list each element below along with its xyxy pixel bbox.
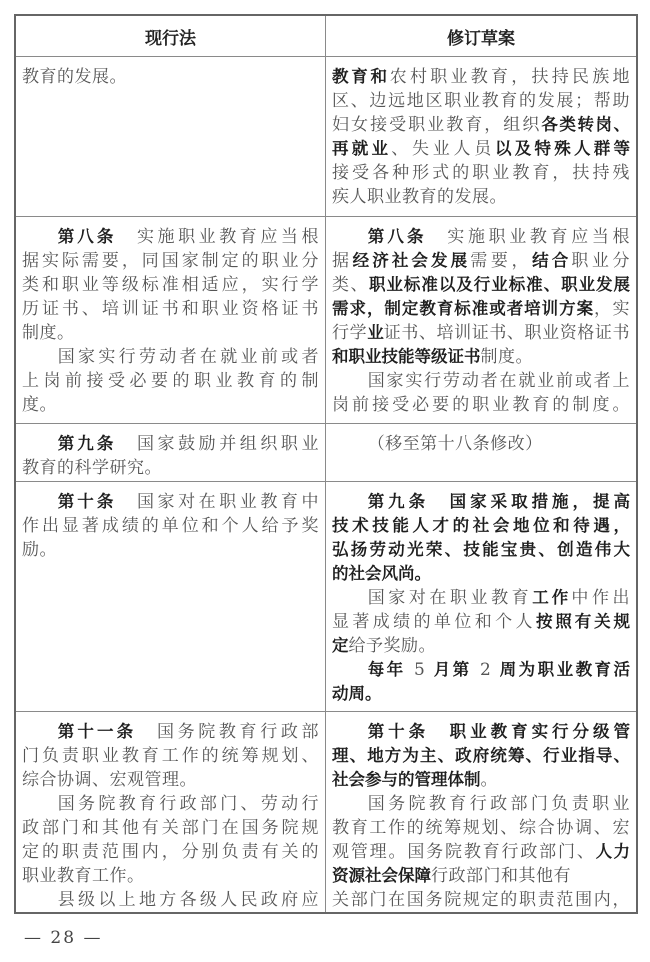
text-segment: 。 — [480, 770, 498, 790]
current-law-cell — [16, 424, 326, 481]
text-segment: 农村职业教育，扶持民族地 — [389, 67, 630, 87]
paragraph — [22, 65, 319, 89]
bold-revision-text: 理、地方为主、政府统筹、行业指导、 — [332, 746, 630, 765]
bold-revision-text: 动周。 — [332, 684, 382, 703]
text-line — [332, 888, 630, 912]
text-line — [332, 113, 630, 137]
text-segment: 县级以上地方各级人民政府应 — [57, 890, 319, 910]
text-line — [22, 225, 319, 249]
paragraph — [332, 225, 630, 369]
bold-revision-text: 的社会风尚。 — [332, 564, 431, 583]
bold-revision-text: 每年 — [367, 660, 406, 679]
bold-revision-text: 技术技能人才的社会地位和待遇， — [332, 516, 630, 535]
bold-revision-text: 业 — [367, 323, 384, 342]
bold-revision-text: 第九条 国家采取措施，提高 — [367, 492, 630, 511]
text-line — [332, 682, 630, 706]
text-segment: 据实际需要，同国家制定的职业分 — [22, 251, 319, 271]
text-segment: 教育工作的统筹规划、综合协调、宏 — [332, 818, 630, 838]
comparison-table — [14, 14, 638, 914]
text-line — [22, 249, 319, 273]
revised-draft-cell — [326, 482, 636, 711]
bold-revision-text: 工作 — [532, 588, 572, 607]
text-segment: 政部门和其他有关部门在国务院规 — [22, 818, 319, 838]
paragraph — [22, 792, 319, 888]
text-segment: 综合协调、宏观管理。 — [22, 770, 197, 790]
bold-revision-text: 按照有关规 — [535, 612, 630, 631]
text-segment: 区、边远地区职业教育的发展；帮助 — [332, 91, 630, 111]
text-line — [332, 89, 630, 113]
text-segment: 国家实行劳动者在就业前或者上 — [367, 371, 630, 391]
paragraph — [332, 658, 630, 706]
text-line — [332, 720, 630, 744]
text-line — [332, 393, 630, 417]
paragraph — [22, 225, 319, 345]
revised-draft-cell — [326, 712, 636, 912]
bold-revision-text: 第十条 职业教育实行分级管 — [367, 722, 630, 741]
text-segment: 需要， — [470, 251, 533, 271]
text-segment: 类和职业等级标准相适应，实行学 — [22, 275, 319, 295]
text-segment: 据 — [332, 251, 353, 271]
text-segment: 疾人职业教育的发展。 — [332, 187, 507, 207]
text-segment: 2 — [471, 660, 500, 680]
bold-revision-text: 和职业技能等级证书 — [332, 347, 481, 366]
text-segment: 中作出 — [571, 588, 630, 608]
text-line — [332, 840, 630, 864]
text-segment: ，实 — [594, 299, 630, 319]
text-segment: 制度。 — [22, 323, 75, 343]
text-segment: 作出显著成绩的单位和个人给予奖 — [22, 516, 319, 536]
bold-revision-text: 第十条 — [57, 492, 117, 511]
paragraph — [22, 490, 319, 562]
paragraph — [332, 432, 630, 456]
text-line — [332, 65, 630, 89]
text-line — [22, 432, 319, 456]
bold-revision-text: 周为职业教育活 — [499, 660, 630, 679]
text-line — [22, 369, 319, 393]
text-line — [332, 538, 630, 562]
text-segment: 给予奖励。 — [348, 636, 436, 656]
text-segment: 行学 — [332, 323, 368, 343]
text-line — [332, 864, 630, 888]
text-line — [22, 321, 319, 345]
text-line — [22, 840, 319, 864]
bold-revision-text: 第十一条 — [57, 722, 137, 741]
text-line — [332, 249, 630, 273]
text-segment: 国务院教育行政部 — [136, 722, 319, 742]
paragraph — [22, 888, 319, 912]
text-line — [22, 514, 319, 538]
text-segment: 国务院教育行政部门负责职业 — [367, 794, 630, 814]
current-law-cell — [16, 712, 326, 912]
current-law-cell — [16, 217, 326, 423]
bold-revision-text: 经济社会发展 — [352, 251, 471, 270]
paragraph — [332, 720, 630, 792]
text-segment: 定的职责范围内，分别负责有关的 — [22, 842, 319, 862]
text-line — [332, 610, 630, 634]
paragraph — [332, 792, 630, 912]
bold-revision-text: 以及特殊人群等 — [495, 139, 630, 158]
text-line — [22, 864, 319, 888]
bold-revision-text: 再就业 — [332, 139, 392, 158]
text-segment: 教育的发展。 — [22, 67, 127, 87]
paragraph — [332, 586, 630, 658]
bold-revision-text: 资源社会保障 — [332, 866, 431, 885]
text-segment: 实施职业教育应当根 — [426, 227, 630, 247]
text-segment: 上岗前接受必要的职业教育的制 — [22, 371, 319, 391]
text-line — [22, 273, 319, 297]
text-segment: 接受各种形式的职业教育，扶持残 — [332, 163, 630, 183]
bold-revision-text: 弘扬劳动光荣、技能宝贵、创造伟大 — [332, 540, 630, 559]
text-line — [332, 273, 630, 297]
text-segment: 观管理。国务院教育行政部门、 — [332, 842, 596, 862]
text-line — [22, 345, 319, 369]
paragraph — [332, 65, 630, 209]
bold-revision-text: 社会参与的管理体制 — [332, 770, 481, 789]
text-line — [332, 768, 630, 792]
current-law-cell — [16, 57, 326, 216]
text-line — [332, 586, 630, 610]
text-line — [22, 297, 319, 321]
text-line — [22, 393, 319, 417]
bold-revision-text: 教育和 — [332, 67, 390, 86]
text-line — [332, 225, 630, 249]
paragraph — [332, 369, 630, 417]
text-segment: 5 — [405, 660, 434, 680]
text-segment: 行政部门和其他有 — [431, 866, 571, 886]
text-line — [332, 161, 630, 185]
bold-revision-text: 定 — [332, 636, 349, 655]
page-number: — 28 — — [24, 928, 103, 948]
text-line — [332, 816, 630, 840]
revised-draft-cell — [326, 57, 636, 216]
text-line — [332, 345, 630, 369]
text-segment: 教育的科学研究。 — [22, 458, 162, 478]
table-header-row — [16, 16, 636, 56]
text-segment: 职业教育工作。 — [22, 866, 145, 886]
bold-revision-text: 需求，制定教育标准或者培训方案 — [332, 299, 595, 318]
text-segment: 制度。 — [480, 347, 533, 367]
text-line — [332, 432, 630, 456]
current-law-cell — [16, 482, 326, 711]
table-row — [16, 481, 636, 711]
text-segment: 国家鼓励并组织职业 — [116, 434, 319, 454]
text-line — [332, 369, 630, 393]
text-line — [22, 538, 319, 562]
text-segment: 、失业人员 — [391, 139, 495, 159]
text-line — [22, 888, 319, 912]
text-line — [332, 514, 630, 538]
header-revised-draft: 修订草案 — [447, 28, 515, 49]
text-line — [332, 137, 630, 161]
text-line — [22, 490, 319, 514]
text-segment: 国家实行劳动者在就业前或者 — [57, 347, 319, 367]
text-line — [22, 720, 319, 744]
table-row — [16, 56, 636, 216]
paragraph — [22, 432, 319, 480]
text-segment: 国家对在职业教育 — [367, 588, 533, 608]
text-segment: 显著成绩的单位和个人 — [332, 612, 536, 632]
text-segment: 度。 — [22, 395, 57, 415]
text-segment: 职业分 — [571, 251, 630, 271]
revised-draft-cell — [326, 217, 636, 423]
table-row — [16, 216, 636, 423]
bold-revision-text: 第八条 — [367, 227, 427, 246]
text-segment: 岗前接受必要的职业教育的制度。 — [332, 395, 630, 415]
text-line — [332, 490, 630, 514]
paragraph — [332, 490, 630, 586]
text-line — [22, 744, 319, 768]
table-row — [16, 423, 636, 481]
text-line — [332, 297, 630, 321]
text-segment: 关部门在国务院规定的职责范围内， — [332, 890, 630, 910]
text-line — [332, 744, 630, 768]
paragraph — [22, 720, 319, 792]
bold-revision-text: 结合 — [532, 251, 572, 270]
revised-draft-cell — [326, 424, 636, 481]
bold-revision-text: 第九条 — [57, 434, 117, 453]
paragraph — [22, 345, 319, 417]
text-segment: 历证书、培训证书和职业资格证书 — [22, 299, 319, 319]
text-segment: 实施职业教育应当根 — [116, 227, 319, 247]
text-segment: 励。 — [22, 540, 57, 560]
text-segment: 证书、培训证书、职业资格证书 — [383, 323, 630, 343]
text-segment: 国务院教育行政部门、劳动行 — [57, 794, 319, 814]
text-line — [22, 816, 319, 840]
bold-revision-text: 各类转岗、 — [541, 115, 630, 134]
text-line — [332, 562, 630, 586]
text-line — [22, 792, 319, 816]
text-segment: （移至第十八条修改） — [367, 434, 543, 454]
text-line — [332, 185, 630, 209]
text-segment: 类、 — [332, 275, 369, 295]
header-current-law: 现行法 — [16, 16, 326, 56]
text-line — [22, 768, 319, 792]
text-line — [22, 456, 319, 480]
bold-revision-text: 人力 — [595, 842, 630, 861]
text-line — [332, 634, 630, 658]
table-row — [16, 711, 636, 912]
text-line — [332, 321, 630, 345]
text-line — [332, 792, 630, 816]
text-segment: 门负责职业教育工作的统筹规划、 — [22, 746, 319, 766]
bold-revision-text: 第八条 — [57, 227, 117, 246]
text-segment: 妇女接受职业教育，组织 — [332, 115, 542, 135]
text-line — [22, 65, 319, 89]
bold-revision-text: 月第 — [433, 660, 472, 679]
text-line — [332, 658, 630, 682]
bold-revision-text: 职业标准以及行业标准、职业发展 — [368, 275, 630, 294]
text-segment: 国家对在职业教育中 — [116, 492, 319, 512]
